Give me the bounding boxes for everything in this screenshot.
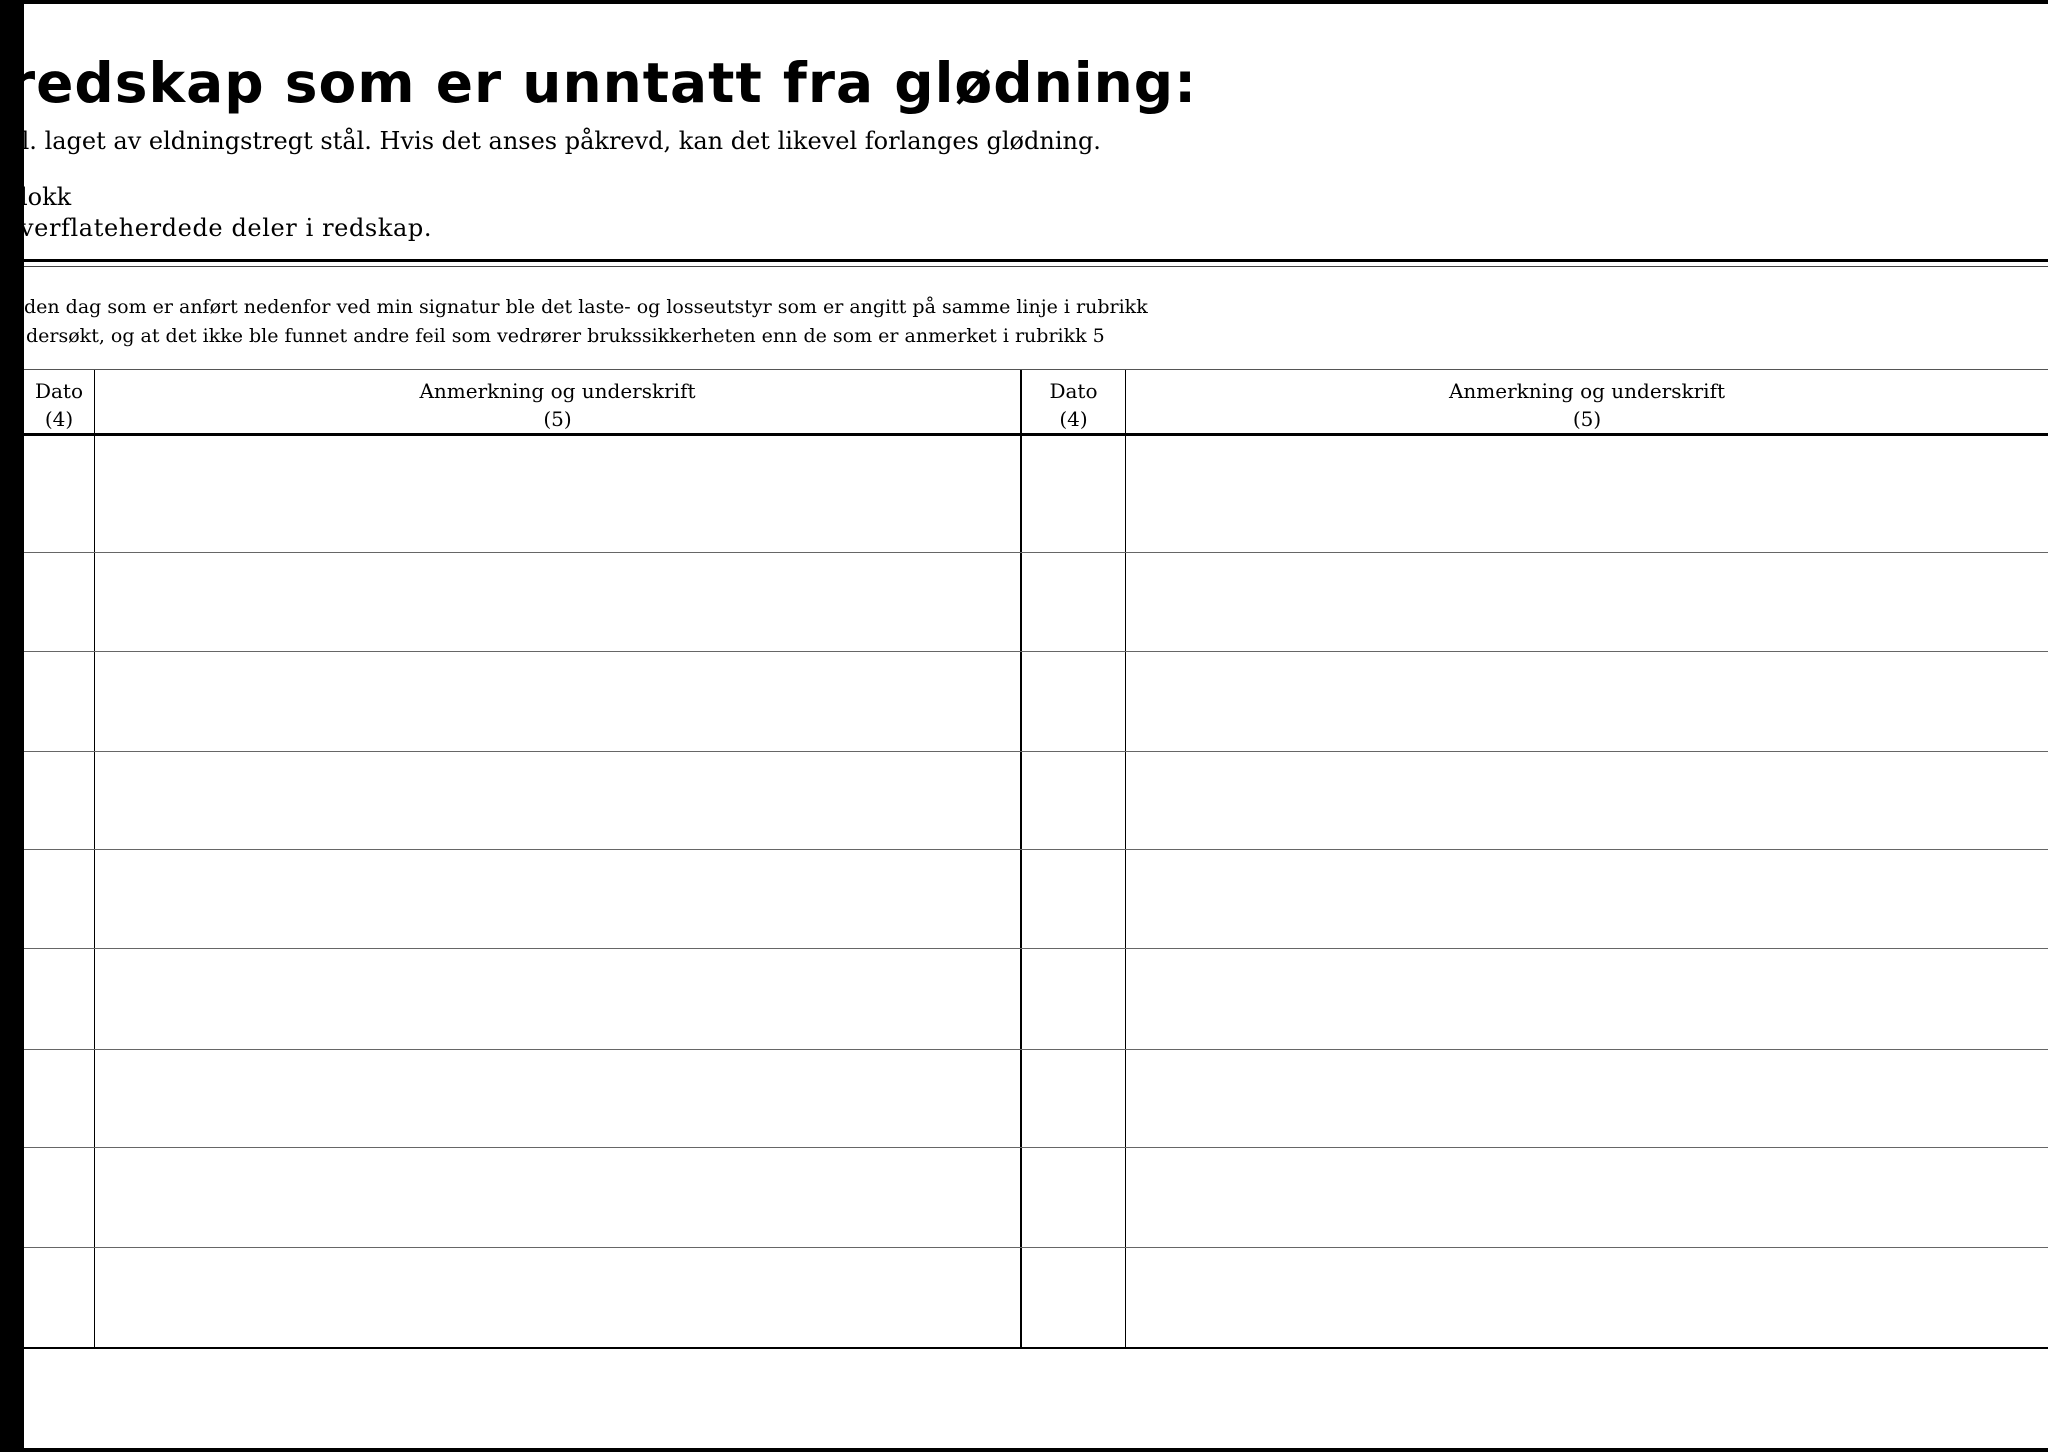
- row-line: [24, 948, 2048, 949]
- row-line: [24, 1247, 2048, 1248]
- header-date-col-left: (4): [44, 407, 74, 431]
- col-divider-left-date: [94, 370, 95, 1348]
- header-remark-right: Anmerkning og underskrift: [1448, 379, 1726, 403]
- exempt-item-1: lokk: [20, 183, 72, 211]
- statement-line-1: den dag som er anført nedenfor ved min signatur ble det laste- og losseutstyr som er angitt på samme linje i rubrikk: [24, 296, 1148, 318]
- row-line: [24, 651, 2048, 652]
- exempt-item-2: verflateherdede deler i redskap.: [20, 214, 433, 242]
- table-top-border: [24, 369, 2048, 370]
- row-line: [24, 751, 2048, 752]
- header-date-right: Dato: [1049, 379, 1098, 403]
- exemption-note: .l. laget av eldningstregt stål. Hvis det anses påkrevd, kan det likevel forlanges glødning.: [14, 127, 1101, 155]
- row-line: [24, 1049, 2048, 1050]
- section-divider: [24, 259, 2048, 262]
- section-divider-thin: [24, 266, 2048, 267]
- section-heading: redskap som er unntatt fra glødning:: [8, 51, 1198, 115]
- scan-top-edge: [0, 0, 2048, 4]
- col-divider-center: [1020, 370, 1022, 1348]
- header-date-left: Dato: [34, 379, 84, 403]
- statement-line-2: dersøkt, og at det ikke ble funnet andre feil som vedrører brukssikkerheten enn de som er anmerket i rubrikk 5: [26, 325, 1105, 347]
- table-bottom-border: [24, 1347, 2048, 1349]
- row-line: [24, 552, 2048, 553]
- header-remark-left: Anmerkning og underskrift: [419, 379, 696, 403]
- scan-bottom-edge: [0, 1448, 2048, 1452]
- row-line: [24, 1147, 2048, 1148]
- table-header-border: [24, 433, 2048, 436]
- header-remark-col-left: (5): [543, 407, 572, 431]
- header-remark-col-right: (5): [1572, 407, 1602, 431]
- header-date-col-right: (4): [1059, 407, 1088, 431]
- col-divider-right-date: [1125, 370, 1126, 1348]
- row-line: [24, 849, 2048, 850]
